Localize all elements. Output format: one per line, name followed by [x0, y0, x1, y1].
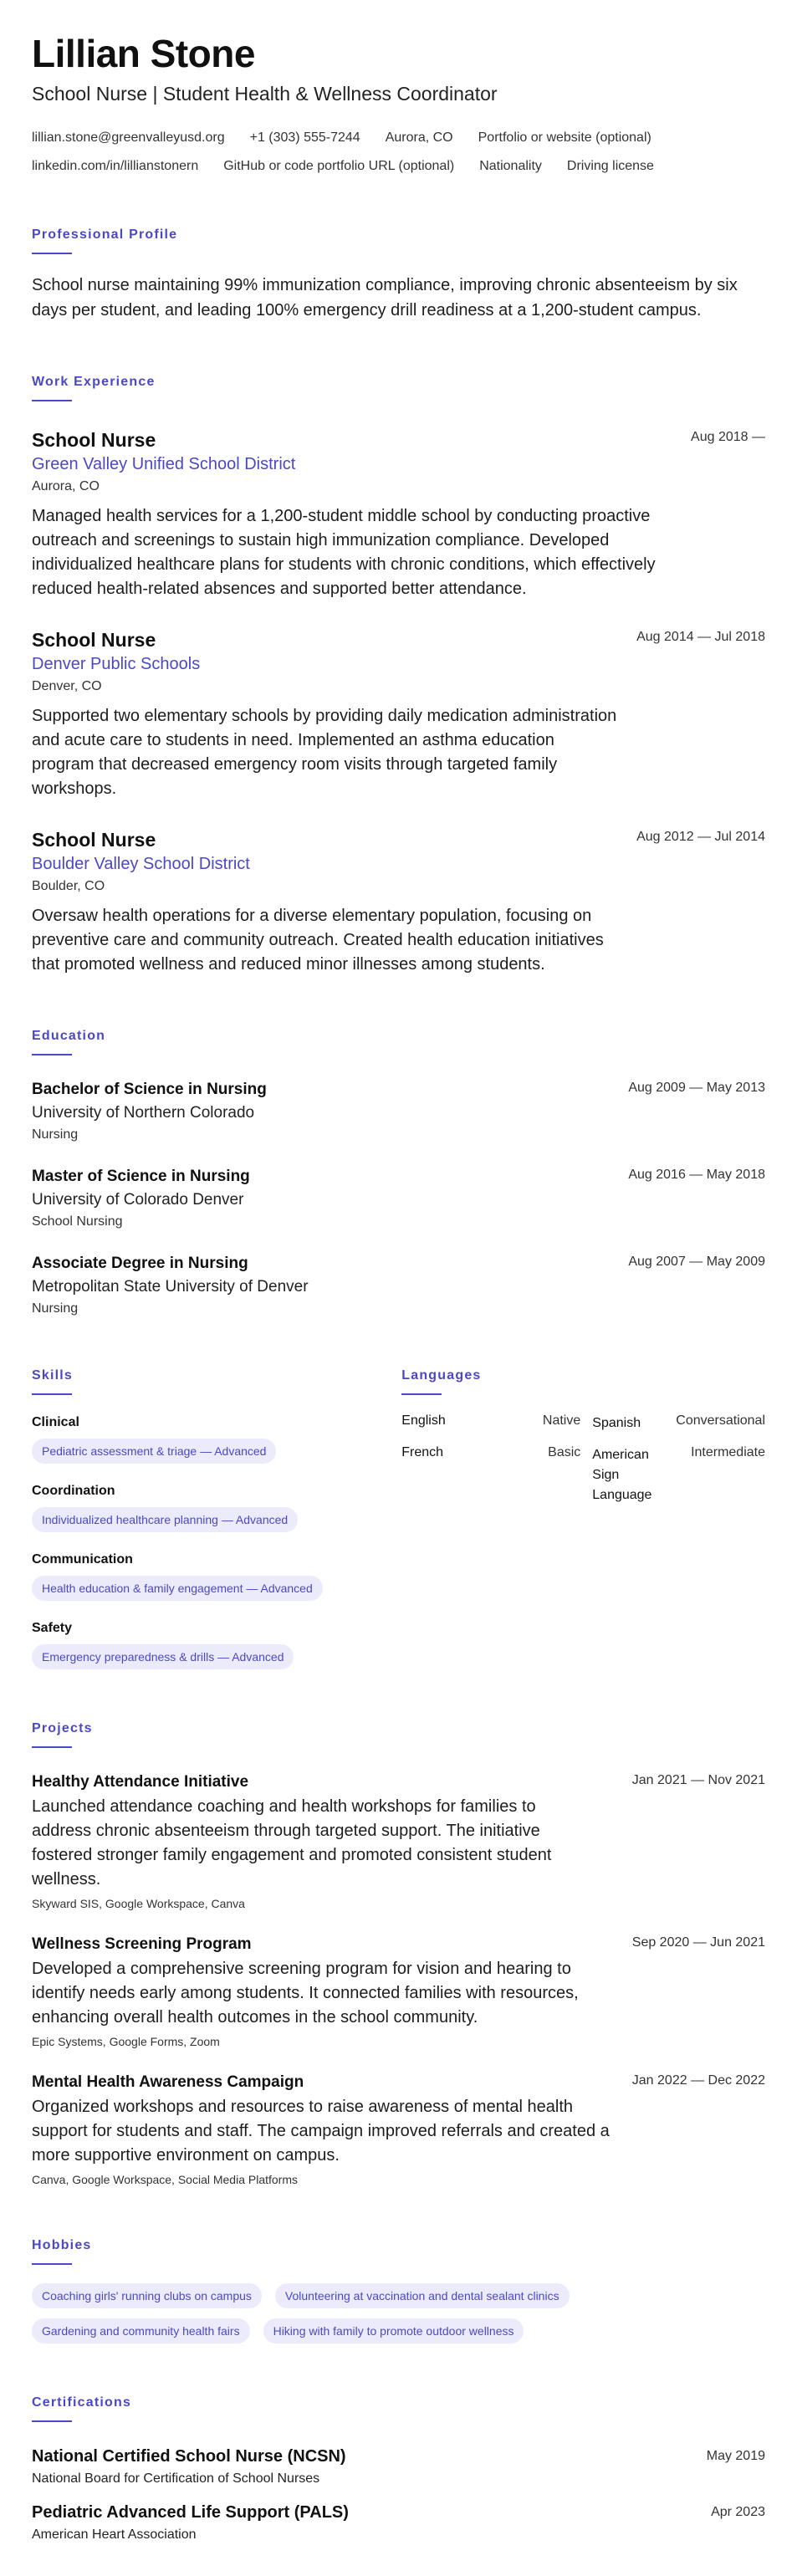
edu-degree: Master of Science in Nursing — [32, 1167, 250, 1185]
job-title: School Nurse — [32, 628, 156, 651]
project-entry — [32, 1773, 765, 1910]
contact-github[interactable]: GitHub or code portfolio URL (optional) — [223, 158, 455, 173]
project-title: Mental Health Awareness Campaign — [32, 2073, 304, 2091]
job-dates: Aug 2014 — Jul 2018 — [636, 629, 765, 644]
certification-entry — [32, 2503, 765, 2543]
project-entry — [32, 2073, 765, 2186]
section-divider — [32, 400, 72, 401]
section-divider — [32, 1054, 72, 1055]
hobby-chip: Coaching girls' running clubs on campus — [32, 2283, 262, 2308]
job-company: Green Valley Unified School District — [32, 454, 296, 473]
cert-issuer: National Board for Certification of School Nurses — [32, 2471, 320, 2486]
edu-school: Metropolitan State University of Denver — [32, 1277, 309, 1296]
skill-group — [32, 1621, 401, 1669]
job-description: Supported two elementary schools by providing daily medication administration and acute care to students in need. Implemented an asthma education program that decreased emergency room visits through targeted family workshops. — [32, 706, 617, 798]
language-name: American Sign Language — [592, 1447, 652, 1502]
contact-linkedin[interactable]: linkedin.com/in/lillianstonern — [32, 158, 199, 173]
skill-chip: Health education & family engagement — Advanced — [32, 1576, 323, 1601]
edu-field: School Nursing — [32, 1214, 123, 1229]
education-entry — [32, 1255, 765, 1316]
section-title: Work Experience — [32, 374, 156, 389]
project-description: Organized workshops and resources to raise awareness of mental health support for students and staff. The campaign improved referrals and created a more supportive environment on campus. — [32, 2097, 610, 2165]
skill-chip: Pediatric assessment & triage — Advanced — [32, 1439, 276, 1464]
certification-entry — [32, 2447, 765, 2487]
language-level: Native — [542, 1413, 581, 1428]
section-title: Certifications — [32, 2395, 132, 2410]
hobby-chip: Volunteering at vaccination and dental sealant clinics — [275, 2283, 570, 2308]
projects-section — [32, 1721, 765, 2186]
skill-group — [32, 1484, 401, 1532]
job-entry — [32, 828, 765, 977]
project-tech: Epic Systems, Google Forms, Zoom — [32, 2034, 220, 2048]
job-description: Managed health services for a 1,200-student middle school by conducting proactive outreach and screenings to sustain high immunization compliance. Developed individualized healthcare plans for students with chronic conditions, which effectively reduced health-related absences and supported better attendance. — [32, 506, 656, 598]
section-divider — [32, 253, 72, 254]
contact-email[interactable]: lillian.stone@greenvalleyusd.org — [32, 130, 225, 145]
cert-issuer: American Heart Association — [32, 2527, 197, 2542]
section-title: Skills — [32, 1367, 74, 1383]
section-title: Education — [32, 1028, 106, 1043]
section-divider — [32, 2420, 72, 2422]
edu-degree: Bachelor of Science in Nursing — [32, 1080, 267, 1098]
job-dates: Aug 2018 — — [691, 429, 765, 444]
project-entry — [32, 1935, 765, 2048]
project-dates: Jan 2021 — Nov 2021 — [631, 1772, 765, 1787]
edu-dates: Aug 2016 — May 2018 — [628, 1167, 765, 1182]
language-name: English — [401, 1413, 446, 1428]
experience-section — [32, 375, 765, 977]
edu-field: Nursing — [32, 1127, 79, 1142]
language-name: Spanish — [592, 1415, 641, 1430]
hobby-chip: Hiking with family to promote outdoor wellness — [263, 2318, 524, 2343]
skill-category: Coordination — [32, 1483, 115, 1498]
project-dates: Sep 2020 — Jun 2021 — [631, 1935, 765, 1950]
project-title: Wellness Screening Program — [32, 1935, 252, 1953]
certifications-section — [32, 2395, 765, 2543]
language-level: Intermediate — [691, 1444, 765, 1459]
project-tech: Canva, Google Workspace, Social Media Platforms — [32, 2172, 298, 2186]
project-description: Developed a comprehensive screening program for vision and hearing to identify needs early among students. It connected families with resources, enhancing overall health outcomes in the school community. — [32, 1959, 579, 2027]
section-title: Languages — [401, 1367, 482, 1383]
edu-field: Nursing — [32, 1301, 79, 1316]
edu-dates: Aug 2009 — May 2013 — [628, 1080, 765, 1095]
skill-category: Communication — [32, 1551, 133, 1567]
project-title: Healthy Attendance Initiative — [32, 1772, 249, 1791]
contact-list — [32, 129, 765, 176]
skill-category: Safety — [32, 1620, 73, 1635]
resume-header — [32, 32, 765, 176]
profile-summary: School nurse maintaining 99% immunization compliance, improving chronic absenteeism by six days per student, and leading 100% emergency drill readiness at a 1,200-student campus. — [32, 275, 738, 319]
skill-group — [32, 1415, 401, 1464]
job-entry — [32, 428, 765, 601]
edu-school: University of Colorado Denver — [32, 1190, 244, 1209]
cert-name: Pediatric Advanced Life Support (PALS) — [32, 2502, 349, 2522]
cert-date: Apr 2023 — [711, 2504, 765, 2519]
language-list — [401, 1413, 765, 1505]
section-title: Projects — [32, 1720, 93, 1735]
project-dates: Jan 2022 — Dec 2022 — [631, 2073, 765, 2088]
job-title: School Nurse — [32, 828, 156, 851]
edu-dates: Aug 2007 — May 2009 — [628, 1254, 765, 1269]
project-description: Launched attendance coaching and health workshops for families to address chronic absenteeism through targeted support. The initiative fostered stronger family engagement and promoted consistent student wellness. — [32, 1797, 552, 1889]
hobby-list — [32, 2283, 667, 2343]
profile-section — [32, 227, 765, 323]
contact-driving-license: Driving license — [566, 158, 654, 173]
contact-portfolio[interactable]: Portfolio or website (optional) — [478, 130, 651, 145]
candidate-headline: School Nurse | Student Health & Wellness Coordinator — [32, 82, 498, 105]
section-divider — [32, 1393, 72, 1395]
languages-section — [401, 1368, 765, 1669]
skill-group — [32, 1552, 401, 1601]
cert-date: May 2019 — [706, 2448, 765, 2463]
hobbies-section — [32, 2238, 765, 2343]
job-location: Boulder, CO — [32, 878, 105, 893]
language-level: Basic — [548, 1444, 581, 1459]
skill-chip: Emergency preparedness & drills — Advanced — [32, 1644, 294, 1669]
contact-nationality: Nationality — [479, 158, 542, 173]
edu-school: University of Northern Colorado — [32, 1103, 255, 1122]
education-section — [32, 1029, 765, 1316]
candidate-name: Lillian Stone — [32, 32, 255, 75]
language-level: Conversational — [676, 1413, 765, 1428]
language-name: French — [401, 1444, 444, 1459]
hobby-chip: Gardening and community health fairs — [32, 2318, 250, 2343]
section-divider — [32, 2263, 72, 2265]
job-company: Boulder Valley School District — [32, 854, 250, 873]
skills-section — [32, 1368, 401, 1669]
skill-category: Clinical — [32, 1414, 79, 1429]
contact-location: Aurora, CO — [385, 130, 453, 145]
education-entry — [32, 1168, 765, 1229]
job-company: Denver Public Schools — [32, 654, 201, 673]
cert-name: National Certified School Nurse (NCSN) — [32, 2446, 346, 2466]
job-title: School Nurse — [32, 428, 156, 451]
project-tech: Skyward SIS, Google Workspace, Canva — [32, 1896, 245, 1910]
job-entry — [32, 628, 765, 801]
skill-chip: Individualized healthcare planning — Advanced — [32, 1507, 298, 1532]
edu-degree: Associate Degree in Nursing — [32, 1254, 248, 1272]
section-divider — [401, 1393, 442, 1395]
section-divider — [32, 1746, 72, 1748]
contact-phone[interactable]: +1 (303) 555-7244 — [249, 130, 360, 145]
job-location: Denver, CO — [32, 678, 102, 693]
job-description: Oversaw health operations for a diverse elementary population, focusing on preventive care and community outreach. Created health education initiatives that promoted wellness and reduced minor illnesses among students. — [32, 906, 604, 974]
job-location: Aurora, CO — [32, 478, 100, 493]
education-entry — [32, 1081, 765, 1142]
skills-languages-row — [32, 1368, 765, 1669]
job-dates: Aug 2012 — Jul 2014 — [636, 829, 765, 844]
section-title: Hobbies — [32, 2237, 92, 2252]
section-title: Professional Profile — [32, 227, 178, 242]
